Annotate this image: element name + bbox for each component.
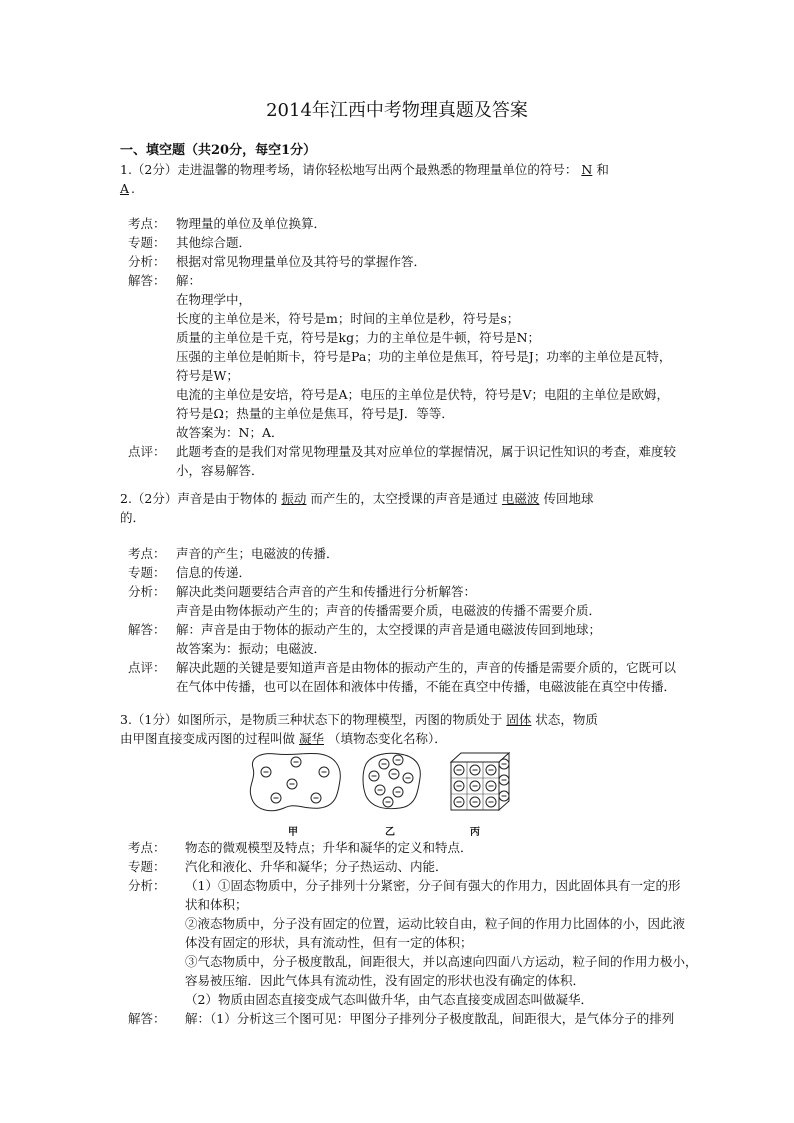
- q1-fenxi-row: [128, 252, 758, 271]
- label-zhuanti: 专题：: [128, 859, 166, 874]
- figure-label-bing: 丙: [470, 827, 480, 838]
- q1-fenxi: 根据对常见物理量单位及其符号的掌握作答．: [176, 254, 427, 269]
- q3-fenxi-line: （2）物质由固态直接变成气态叫做升华，由气态直接变成固态叫做凝华．: [185, 992, 593, 1007]
- q1-dianping-row: [128, 442, 758, 480]
- q1-jieda-line: 电流的主单位是安培，符号是A；电压的主单位是伏特，符号是V；电阻的主单位是欧姆，: [176, 387, 670, 402]
- q1-jieda-line: 故答案为：N；A．: [176, 425, 284, 440]
- q2-stem-text: 2.（2分）声音是由于物体的: [120, 491, 278, 506]
- figure-label-jia: 甲: [288, 827, 298, 838]
- q2-jieda-line: 故答案为：振动；电磁波．: [176, 641, 327, 656]
- q1-stem-text: 1.（2分）走进温馨的物理考场，请你轻松地写出两个最熟悉的物理量单位的符号：: [120, 162, 578, 177]
- q2-stem: [120, 489, 720, 508]
- q3-jieda: 解：（1）分析这三个图可见：甲图分子排列分子极度散乱，间距很大，是气体分子的排列: [185, 1011, 675, 1026]
- q2-kaodian-row: [128, 544, 758, 563]
- q3-zhuanti: 汽化和液化、升华和凝华；分子热运动、内能．: [185, 859, 448, 874]
- q3-fenxi-line: ③气态物质中，分子极度散乱，间距很大，并以高速向四面八方运动，粒子间的作用力极小，: [185, 954, 698, 969]
- q2-zhuanti: 信息的传递．: [176, 565, 252, 580]
- q2-end: 传回地球: [543, 491, 594, 506]
- q3-answer-2: 凝华: [299, 731, 325, 746]
- q2-dianping-line: 解决此题的关键是要知道声音是由物体的振动产生的，声音的传播是需要介质的，它既可以: [176, 660, 677, 675]
- q3-fenxi-line: 容易被压缩．因此气体具有流动性，没有固定的形状也没有确定的体积．: [185, 973, 586, 988]
- q1-zhuanti: 其他综合题．: [176, 235, 252, 250]
- q1-jieda-line: 长度的主单位是米，符号是m；时间的主单位是秒，符号是s；: [176, 311, 520, 326]
- q2-jieda-line: 解：声音是由于物体的振动产生的，太空授课的声音是通电磁波传回到地球；: [176, 622, 602, 637]
- label-fenxi: 分析：: [128, 878, 166, 893]
- q1-jieda-line: 符号是Ω；热量的主单位是焦耳，符号是J．等等．: [176, 406, 454, 421]
- states-of-matter-figure: [248, 750, 518, 841]
- label-zhuanti: 专题：: [128, 565, 166, 580]
- q1-jieda-line: 在物理学中，: [176, 292, 252, 307]
- q2-jieda-row: [128, 620, 758, 658]
- q1-dianping-line: 此题考查的是我们对常见物理量及其对应单位的掌握情况，属于识记性知识的考查，难度较: [176, 444, 677, 459]
- figure-label-yi: 乙: [385, 827, 395, 838]
- q2-dianping-line: 在气体中传播，也可以在固体和液体中传播，不能在真空中传播，电磁波能在真空中传播．: [176, 679, 677, 694]
- label-zhuanti: 专题：: [128, 235, 166, 250]
- q3-answer-1: 固体: [506, 712, 532, 727]
- q2-fenxi-line: 声音是由物体振动产生的；声音的传播需要介质，电磁波的传播不需要介质．: [176, 603, 602, 618]
- q3-mid-text: 状态，物质: [535, 712, 598, 727]
- q1-end: .: [131, 181, 136, 196]
- q2-zhuanti-row: [128, 563, 758, 582]
- q3-end: （填物态变化名称）．: [328, 731, 447, 746]
- molecule-models-svg: [248, 750, 518, 822]
- label-jieda: 解答：: [128, 273, 166, 288]
- q2-kaodian: 声音的产生；电磁波的传播．: [176, 546, 339, 561]
- q1-answer-1: N: [581, 162, 593, 177]
- q1-stem-line2: [120, 179, 720, 198]
- q2-answer-2: 电磁波: [501, 491, 540, 506]
- label-kaodian: 考点：: [128, 546, 166, 561]
- q3-kaodian: 物态的微观模型及特点；升华和凝华的定义和特点．: [185, 840, 473, 855]
- q2-dianping-row: [128, 658, 758, 696]
- page-title: 2014年江西中考物理真题及答案: [266, 100, 528, 121]
- label-jieda: 解答：: [128, 622, 166, 637]
- q1-jieda-line: 解：: [176, 273, 202, 288]
- q3-fenxi-row: [128, 876, 758, 1009]
- q3-analysis: [128, 838, 758, 1028]
- q3-stem: [120, 710, 720, 729]
- q2-fenxi-row: [128, 582, 758, 620]
- liquid-model-yi: [363, 753, 420, 808]
- q1-jieda-line: 压强的主单位是帕斯卡，符号是Pa；功的主单位是焦耳，符号是J；功率的主单位是瓦特，: [176, 349, 672, 364]
- q2-answer-1: 振动: [281, 491, 307, 506]
- q3-stem-text: 3.（1分）如图所示，是物质三种状态下的物理模型，丙图的物质处于: [120, 712, 503, 727]
- label-dianping: 点评：: [128, 660, 166, 675]
- q3-line2-text: 由甲图直接变成丙图的过程叫做: [120, 731, 296, 746]
- q2-fenxi-line: 解决此类问题要结合声音的产生和传播进行分析解答：: [176, 584, 477, 599]
- label-fenxi: 分析：: [128, 584, 166, 599]
- q2-end-line: 的．: [120, 510, 146, 525]
- solid-model-bing: [451, 753, 509, 810]
- label-kaodian: 考点：: [128, 216, 166, 231]
- gas-model-jia: [250, 753, 340, 810]
- q1-analysis: [128, 214, 758, 480]
- q1-jieda-line: 质量的主单位是千克，符号是kg；力的主单位是牛顿，符号是N；: [176, 330, 541, 345]
- q3-fenxi-line: （1）①固态物质中，分子排列十分紧密，分子间有强大的作用力，因此固体具有一定的形: [185, 878, 681, 893]
- label-jieda: 解答：: [128, 1011, 166, 1026]
- q3-jieda-row: [128, 1009, 758, 1028]
- section-heading: 一、填空题（共20分，每空1分）: [120, 143, 317, 158]
- q1-kaodian: 物理量的单位及单位换算．: [176, 216, 327, 231]
- q1-mid-text: 和: [596, 162, 609, 177]
- q2-analysis: [128, 544, 758, 696]
- label-fenxi: 分析：: [128, 254, 166, 269]
- q3-fenxi-line: 体没有固定的形状，具有流动性，但有一定的体积；: [185, 935, 473, 950]
- q1-jieda-row: [128, 271, 758, 442]
- q2-mid-text: 而产生的，太空授课的声音是通过: [310, 491, 498, 506]
- q3-fenxi-line: ②液态物质中，分子没有固定的位置，运动比较自由，粒子间的作用力比固体的小，因此液: [185, 916, 686, 931]
- q3-zhuanti-row: [128, 857, 758, 876]
- q1-dianping-line: 小，容易解答．: [176, 463, 264, 478]
- q3-kaodian-row: [128, 838, 758, 857]
- label-dianping: 点评：: [128, 444, 166, 459]
- q1-answer-2: A: [120, 181, 130, 196]
- q1-kaodian-row: [128, 214, 758, 233]
- q3-stem-line2: [120, 729, 720, 748]
- q1-jieda-line: 符号是W；: [176, 368, 239, 383]
- q3-fenxi-line: 状和体积；: [185, 897, 248, 912]
- q1-zhuanti-row: [128, 233, 758, 252]
- label-kaodian: 考点：: [128, 840, 166, 855]
- q1-stem: [120, 160, 720, 179]
